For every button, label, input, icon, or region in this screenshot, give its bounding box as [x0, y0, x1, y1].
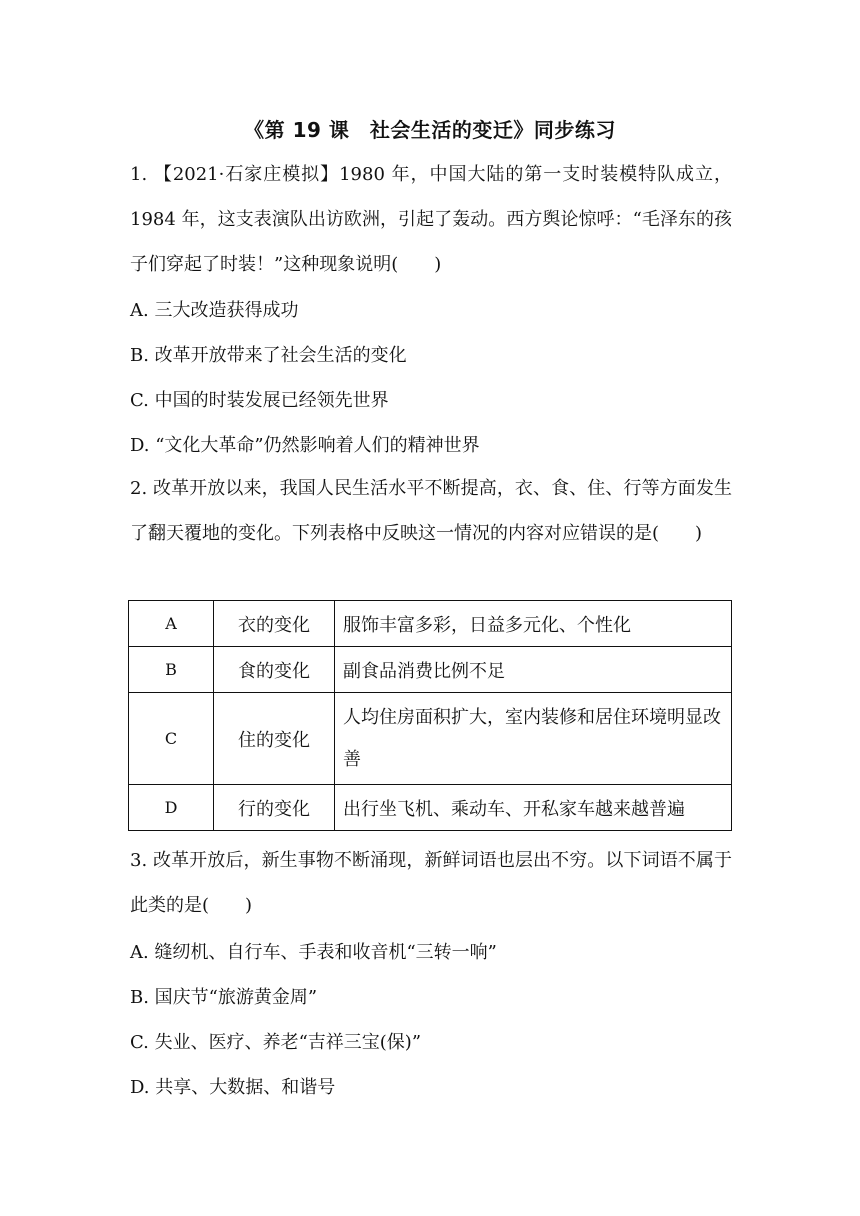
table-cell-letter: A — [129, 601, 214, 647]
question-1-option-a: A. 三大改造获得成功 — [130, 300, 299, 321]
table-cell-aspect: 住的变化 — [214, 693, 335, 785]
table-cell-content: 人均住房面积扩大，室内装修和居住环境明显改善 — [335, 693, 732, 785]
question-3-option-d: D. 共享、大数据、和谐号 — [130, 1077, 336, 1098]
question-3-option-b: B. 国庆节“旅游黄金周” — [130, 987, 318, 1008]
table-row — [129, 601, 732, 647]
table-row — [129, 693, 732, 785]
question-1-text: 1. 【2021·石家庄模拟】1980 年，中国大陆的第一支时装模特队成立，1984 年，这支表演队出访欧洲，引起了轰动。西方舆论惊呼：“毛泽东的孩子们穿起了时装！”这种现象说明( ) — [130, 164, 732, 275]
question-3-option-a: A. 缝纫机、自行车、手表和收音机“三转一响” — [130, 942, 497, 963]
table-cell-content: 出行坐飞机、乘动车、开私家车越来越普遍 — [335, 785, 732, 831]
table-cell-aspect: 衣的变化 — [214, 601, 335, 647]
question-3-text: 3. 改革开放后，新生事物不断涌现，新鲜词语也层出不穷。以下词语不属于此类的是( ) — [130, 850, 732, 916]
table-cell-content: 副食品消费比例不足 — [335, 647, 732, 693]
question-3-option-c: C. 失业、医疗、养老“吉祥三宝(保)” — [130, 1032, 422, 1053]
page-title: 《第 19 课 社会生活的变迁》同步练习 — [244, 118, 616, 142]
table-cell-aspect: 行的变化 — [214, 785, 335, 831]
question-1-option-b: B. 改革开放带来了社会生活的变化 — [130, 345, 407, 366]
table-cell-content: 服饰丰富多彩，日益多元化、个性化 — [335, 601, 732, 647]
table-cell-letter: D — [129, 785, 214, 831]
question-2-text: 2. 改革开放以来，我国人民生活水平不断提高，衣、食、住、行等方面发生了翻天覆地的变化。下列表格中反映这一情况的内容对应错误的是( ) — [130, 478, 732, 544]
question-2-table — [128, 600, 732, 831]
table-cell-letter: B — [129, 647, 214, 693]
table-cell-letter: C — [129, 693, 214, 785]
table-cell-aspect: 食的变化 — [214, 647, 335, 693]
table-row — [129, 647, 732, 693]
question-1-option-c: C. 中国的时装发展已经领先世界 — [130, 390, 389, 411]
question-1-option-d: D. “文化大革命”仍然影响着人们的精神世界 — [130, 435, 480, 456]
table-row — [129, 785, 732, 831]
